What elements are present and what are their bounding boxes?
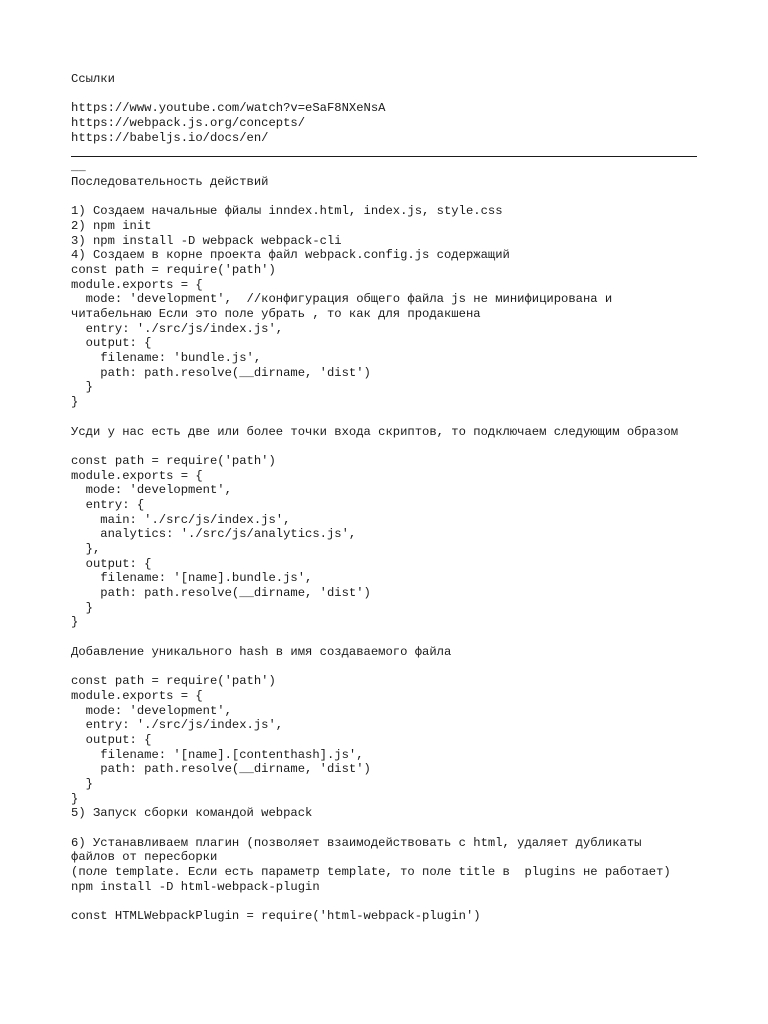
text-line: npm install -D html-webpack-plugin	[71, 879, 320, 894]
text-line: filename: 'bundle.js',	[71, 351, 262, 366]
text-line: output: {	[71, 556, 152, 571]
text-line: }	[71, 395, 79, 410]
text-line: path: path.resolve(__dirname, 'dist')	[71, 762, 371, 777]
blank-line	[71, 630, 701, 645]
text-line: (поле template. Если есть параметр template, то поле title в plugins не работает)	[71, 865, 671, 880]
text-line: __	[71, 160, 86, 175]
text-line: entry: './src/js/index.js',	[71, 718, 284, 733]
text-line: path: path.resolve(__dirname, 'dist')	[71, 365, 371, 380]
text-line: Добавление уникального hash в имя создаваемого файла	[71, 644, 452, 659]
text-line: module.exports = {	[71, 468, 203, 483]
blank-line	[71, 439, 701, 454]
text-line: https://babeljs.io/docs/en/	[71, 130, 269, 145]
text-line: module.exports = {	[71, 277, 203, 292]
text-line: mode: 'development',	[71, 703, 232, 718]
text-line: filename: '[name].[contenthash].js',	[71, 747, 364, 762]
text-line: entry: {	[71, 497, 145, 512]
text-line: файлов от пересборки	[71, 850, 218, 865]
text-line: }	[71, 791, 79, 806]
text-line: 6) Устанавливаем плагин (позволяет взаимодействовать с html, удаляет дубликаты	[71, 835, 642, 850]
text-line: const HTMLWebpackPlugin = require('html-webpack-plugin')	[71, 909, 481, 924]
text-line: Усди у нас есть две или более точки входа скриптов, то подключаем следующим образом	[71, 424, 679, 439]
text-line: output: {	[71, 732, 152, 747]
text-line: https://webpack.js.org/concepts/	[71, 116, 306, 131]
blank-line	[71, 821, 701, 836]
text-line: const path = require('path')	[71, 262, 276, 277]
text-line: https://www.youtube.com/watch?v=eSaF8NXeNsA	[71, 101, 386, 116]
text-line: analytics: './src/js/analytics.js',	[71, 527, 357, 542]
blank-line	[71, 87, 701, 102]
text-line: path: path.resolve(__dirname, 'dist')	[71, 586, 371, 601]
text-line: output: {	[71, 336, 152, 351]
text-line: entry: './src/js/index.js',	[71, 321, 284, 336]
text-line: mode: 'development',	[71, 483, 232, 498]
text-line: mode: 'development', //конфигурация общего файла js не минифицирована и	[71, 292, 613, 307]
text-line: }	[71, 777, 93, 791]
text-line: 4) Создаем в корне проекта файл webpack.config.js содержащий	[71, 248, 510, 263]
text-line: const path = require('path')	[71, 453, 276, 468]
text-line: }	[71, 615, 79, 630]
text-line: 2) npm init	[71, 218, 152, 233]
text-line: читабельнаю Если это поле убрать , то как для продакшена	[71, 307, 481, 321]
blank-line	[71, 660, 701, 675]
text-line: 3) npm install -D webpack webpack-cli	[71, 233, 342, 248]
blank-line	[71, 190, 701, 205]
text-line: 1) Создаем начальные фйалы inndex.html, index.js, style.css	[71, 204, 503, 219]
document-page	[71, 72, 701, 924]
text-line: }	[71, 380, 93, 395]
text-line: filename: '[name].bundle.js',	[71, 571, 313, 586]
text-line: Ссылки	[71, 72, 115, 86]
text-line: }	[71, 600, 93, 615]
text-line: main: './src/js/index.js',	[71, 512, 291, 527]
blank-line	[71, 895, 701, 910]
text-line: },	[71, 542, 101, 556]
text-line: 5) Запуск сборки командой webpack	[71, 806, 313, 821]
text-line: const path = require('path')	[71, 674, 276, 689]
text-line: Последовательность действий	[71, 174, 269, 189]
horizontal-rule	[71, 145, 701, 160]
blank-line	[71, 410, 701, 425]
text-line: module.exports = {	[71, 688, 203, 703]
